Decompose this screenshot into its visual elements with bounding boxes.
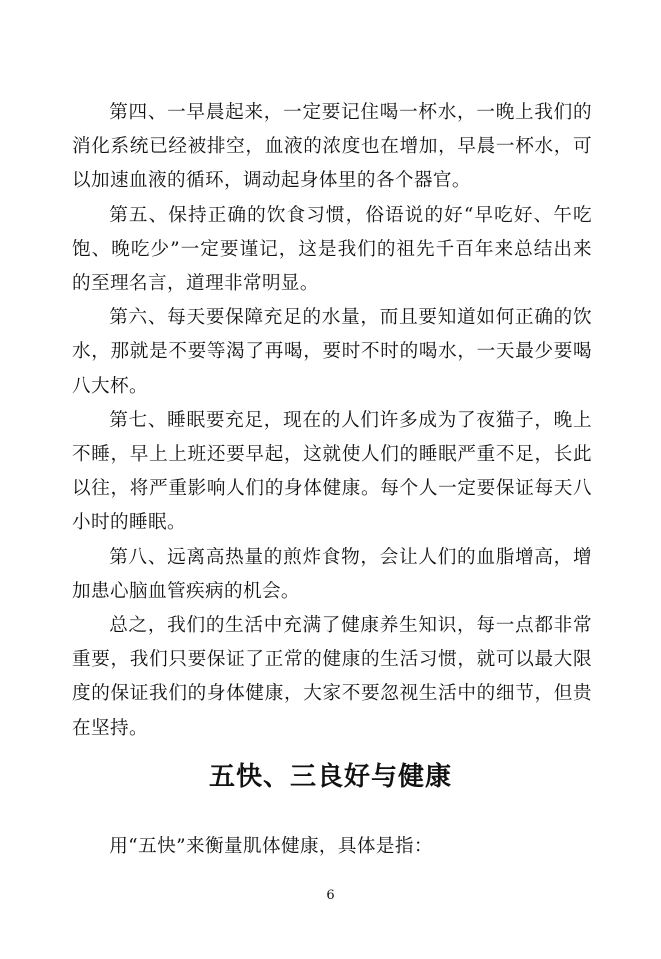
paragraph-fourth-tip: 第四、一早晨起来，一定要记住喝一杯水，一晚上我们的消化系统已经被排空，血液的浓度也在增加，早晨一杯水，可以加速血液的循环，调动起身体里的各个器官。 <box>72 102 592 192</box>
body-text <box>72 96 592 746</box>
closing-text <box>72 830 592 864</box>
section-heading: 五快、三良好与健康 <box>208 762 452 792</box>
paragraph-sixth-tip: 第六、每天要保障充足的水量，而且要知道如何正确的饮水，那就是不要等渴了再喝，要时不时的喝水，一天最少要喝八大杯。 <box>72 307 592 397</box>
paragraph-conclusion: 总之，我们的生活中充满了健康养生知识，每一点都非常重要，我们只要保证了正常的健康的生活习惯，就可以最大限度的保证我们的身体健康，大家不要忽视生活中的细节，但贵在坚持。 <box>72 615 592 739</box>
paragraph-seventh-tip: 第七、睡眠要充足，现在的人们许多成为了夜猫子，晚上不睡，早上上班还要早起，这就使人们的睡眠严重不足，长此以往，将严重影响人们的身体健康。每个人一定要保证每天八小时的睡眠。 <box>72 409 592 534</box>
paragraph-intro: 用“五快”来衡量肌体健康，具体是指： <box>109 836 433 857</box>
paragraph-fifth-tip: 第五、保持正确的饮食习惯，俗语说的好“早吃好、午吃饱、晚吃少”一定要谨记，这是我们的祖先千百年来总结出来的至理名言，道理非常明显。 <box>72 204 592 295</box>
page-number: 6 <box>326 888 335 903</box>
paragraph-eighth-tip: 第八、远离高热量的煎炸食物，会让人们的血脂增高，增加患心脑血管疾病的机会。 <box>72 546 592 602</box>
